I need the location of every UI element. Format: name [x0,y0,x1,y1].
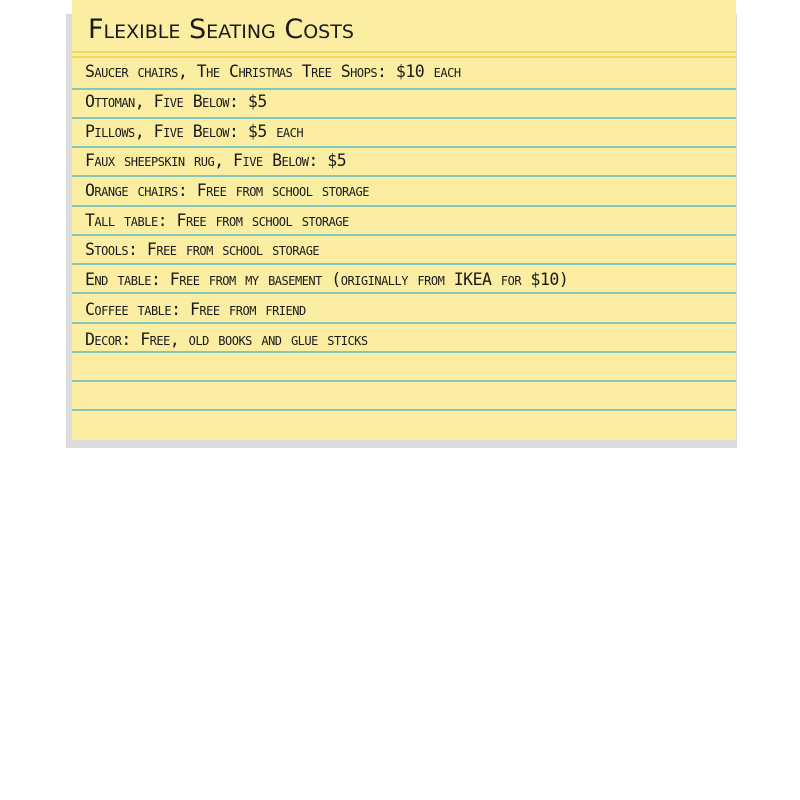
cost-item: Pillows, Five Below: $5 each [85,122,304,141]
ruled-line [72,146,736,148]
index-card [72,0,736,440]
ruled-line [72,234,736,236]
title-rule [72,51,736,53]
cost-item: Tall table: Free from school storage [85,211,349,230]
ruled-line [72,351,736,353]
ruled-line [72,380,736,382]
cost-item: Coffee table: Free from friend [85,300,306,319]
cost-item: Stools: Free from school storage [85,240,320,259]
cost-item: Saucer chairs, The Christmas Tree Shops: $10 each [85,62,461,81]
cost-item: End table: Free from my basement (originally from IKEA for $10) [85,270,569,289]
ruled-line [72,409,736,411]
ruled-line [72,205,736,207]
ruled-line [72,322,736,324]
ruled-line [72,263,736,265]
card-title: Flexible Seating Costs [88,14,354,45]
cost-item: Ottoman, Five Below: $5 [85,92,267,111]
cost-item: Decor: Free, old books and glue sticks [85,330,368,349]
title-rule [72,56,736,58]
ruled-line [72,117,736,119]
ruled-line [72,88,736,90]
cost-item: Faux sheepskin rug, Five Below: $5 [85,151,347,170]
ruled-line [72,175,736,177]
cost-item: Orange chairs: Free from school storage [85,181,369,200]
ruled-line [72,292,736,294]
